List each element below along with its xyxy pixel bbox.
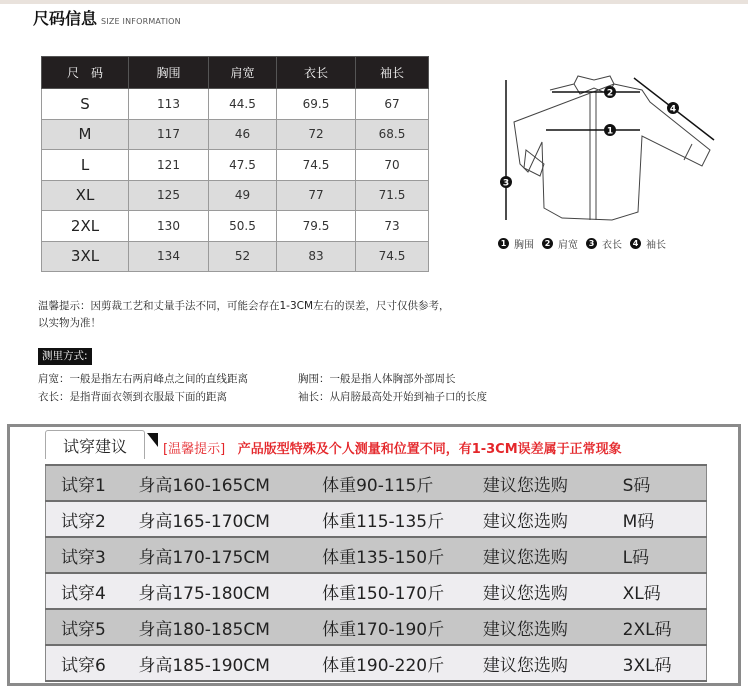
cell-trial: 试穿2 xyxy=(46,501,139,537)
cell-sleeve: 70 xyxy=(356,150,429,181)
size-note xyxy=(38,298,498,332)
cell-length: 83 xyxy=(277,241,356,272)
cell-length: 72 xyxy=(277,119,356,150)
table-row xyxy=(42,119,429,150)
cell-shoulder: 47.5 xyxy=(209,150,277,181)
cell-size: L码 xyxy=(623,537,707,573)
legend-item-sleeve xyxy=(630,236,666,251)
cell-weight: 体重150-170斤 xyxy=(322,573,483,609)
table-row xyxy=(42,150,429,181)
number-4-icon: 4 xyxy=(630,238,641,249)
cell-height: 身高165-170CM xyxy=(138,501,322,537)
cell-advice: 建议您选购 xyxy=(483,645,623,681)
number-3-icon: 3 xyxy=(586,238,597,249)
measurement-definitions xyxy=(38,371,538,406)
cell-size: XL码 xyxy=(623,573,707,609)
shirt-diagram xyxy=(492,72,722,232)
cell-sleeve: 71.5 xyxy=(356,180,429,211)
fitting-tab: 试穿建议 xyxy=(45,430,145,459)
table-row xyxy=(46,537,707,573)
cell-size: L xyxy=(42,150,129,181)
cell-weight: 体重170-190斤 xyxy=(322,609,483,645)
cell-shoulder: 52 xyxy=(209,241,277,272)
cell-chest: 117 xyxy=(129,119,209,150)
cell-chest: 134 xyxy=(129,241,209,272)
measurement-method-tag: 测里方式: xyxy=(38,348,92,365)
col-length: 衣长 xyxy=(277,57,356,89)
fitting-table xyxy=(45,464,707,682)
cell-shoulder: 50.5 xyxy=(209,211,277,242)
cell-sleeve: 67 xyxy=(356,89,429,120)
top-border xyxy=(0,0,748,4)
warning-text: 产品版型特殊及个人测量和位置不同，有1-3CM误差属于正常现象 xyxy=(237,442,622,457)
col-size: 尺 码 xyxy=(42,57,129,89)
note-line-1: 温馨提示：因剪裁工艺和丈量手法不同，可能会存在1-3CM左右的误差，尺寸仅供参考， xyxy=(38,300,450,312)
cell-height: 身高180-185CM xyxy=(138,609,322,645)
cell-sleeve: 68.5 xyxy=(356,119,429,150)
legend-item-shoulder xyxy=(542,236,578,251)
cell-height: 身高170-175CM xyxy=(138,537,322,573)
legend-item-length xyxy=(586,236,622,251)
warning-label: [温馨提示] xyxy=(163,442,226,457)
cell-advice: 建议您选购 xyxy=(483,501,623,537)
svg-text:3: 3 xyxy=(502,178,510,189)
diagram-legend xyxy=(498,236,674,251)
cell-weight: 体重115-135斤 xyxy=(322,501,483,537)
cell-shoulder: 44.5 xyxy=(209,89,277,120)
fitting-warning xyxy=(163,438,622,457)
cell-size: 2XL xyxy=(42,211,129,242)
legend-label: 胸围 xyxy=(514,240,534,251)
cell-size: S码 xyxy=(623,465,707,501)
cell-weight: 体重90-115斤 xyxy=(322,465,483,501)
table-row xyxy=(46,645,707,681)
legend-label: 衣长 xyxy=(602,240,622,251)
cell-size: 3XL xyxy=(42,241,129,272)
cell-trial: 试穿5 xyxy=(46,609,139,645)
cell-trial: 试穿6 xyxy=(46,645,139,681)
legend-label: 肩宽 xyxy=(558,240,578,251)
cell-height: 身高160-165CM xyxy=(138,465,322,501)
cell-trial: 试穿1 xyxy=(46,465,139,501)
def-shoulder: 肩宽：一般是指左右两肩峰点之间的直线距离 xyxy=(38,373,248,385)
cell-advice: 建议您选购 xyxy=(483,465,623,501)
table-row xyxy=(46,609,707,645)
cell-length: 69.5 xyxy=(277,89,356,120)
cell-chest: 113 xyxy=(129,89,209,120)
cell-size: M xyxy=(42,119,129,150)
col-shoulder: 肩宽 xyxy=(209,57,277,89)
cell-length: 77 xyxy=(277,180,356,211)
title-zh: 尺码信息 xyxy=(33,9,98,28)
cell-length: 74.5 xyxy=(277,150,356,181)
size-table-header xyxy=(42,57,429,89)
table-row xyxy=(46,465,707,501)
cell-weight: 体重135-150斤 xyxy=(322,537,483,573)
note-line-2: 以实物为准！ xyxy=(38,317,101,329)
cell-advice: 建议您选购 xyxy=(483,537,623,573)
cell-height: 身高175-180CM xyxy=(138,573,322,609)
number-2-icon: 2 xyxy=(542,238,553,249)
title-en: SIZE INFORMATION xyxy=(101,17,181,26)
svg-text:4: 4 xyxy=(669,104,677,115)
svg-text:2: 2 xyxy=(606,88,614,99)
cell-length: 79.5 xyxy=(277,211,356,242)
table-row xyxy=(42,89,429,120)
def-chest: 胸围：一般是指人体胸部外部周长 xyxy=(298,373,456,385)
size-table xyxy=(41,56,429,272)
cell-trial: 试穿3 xyxy=(46,537,139,573)
cell-height: 身高185-190CM xyxy=(138,645,322,681)
cell-size: XL xyxy=(42,180,129,211)
number-1-icon: 1 xyxy=(498,238,509,249)
cell-size: M码 xyxy=(623,501,707,537)
table-row xyxy=(46,573,707,609)
cell-shoulder: 49 xyxy=(209,180,277,211)
cell-size: S xyxy=(42,89,129,120)
cell-trial: 试穿4 xyxy=(46,573,139,609)
col-sleeve: 袖长 xyxy=(356,57,429,89)
cell-weight: 体重190-220斤 xyxy=(322,645,483,681)
def-sleeve: 袖长：从肩膀最高处开始到袖子口的长度 xyxy=(298,390,487,403)
table-row xyxy=(42,241,429,272)
legend-item-chest xyxy=(498,236,534,251)
svg-text:1: 1 xyxy=(606,126,614,137)
cell-advice: 建议您选购 xyxy=(483,609,623,645)
cell-advice: 建议您选购 xyxy=(483,573,623,609)
cell-size: 3XL码 xyxy=(623,645,707,681)
col-chest: 胸围 xyxy=(129,57,209,89)
table-row xyxy=(42,211,429,242)
table-row xyxy=(42,180,429,211)
cell-size: 2XL码 xyxy=(623,609,707,645)
cell-shoulder: 46 xyxy=(209,119,277,150)
section-title xyxy=(33,6,181,30)
cell-chest: 121 xyxy=(129,150,209,181)
legend-label: 袖长 xyxy=(646,240,666,251)
cell-chest: 125 xyxy=(129,180,209,211)
cell-chest: 130 xyxy=(129,211,209,242)
table-row xyxy=(46,501,707,537)
cell-sleeve: 74.5 xyxy=(356,241,429,272)
cell-sleeve: 73 xyxy=(356,211,429,242)
triangle-icon xyxy=(147,433,158,447)
def-length: 衣长：是指背面衣领到衣服最下面的距离 xyxy=(38,390,227,403)
